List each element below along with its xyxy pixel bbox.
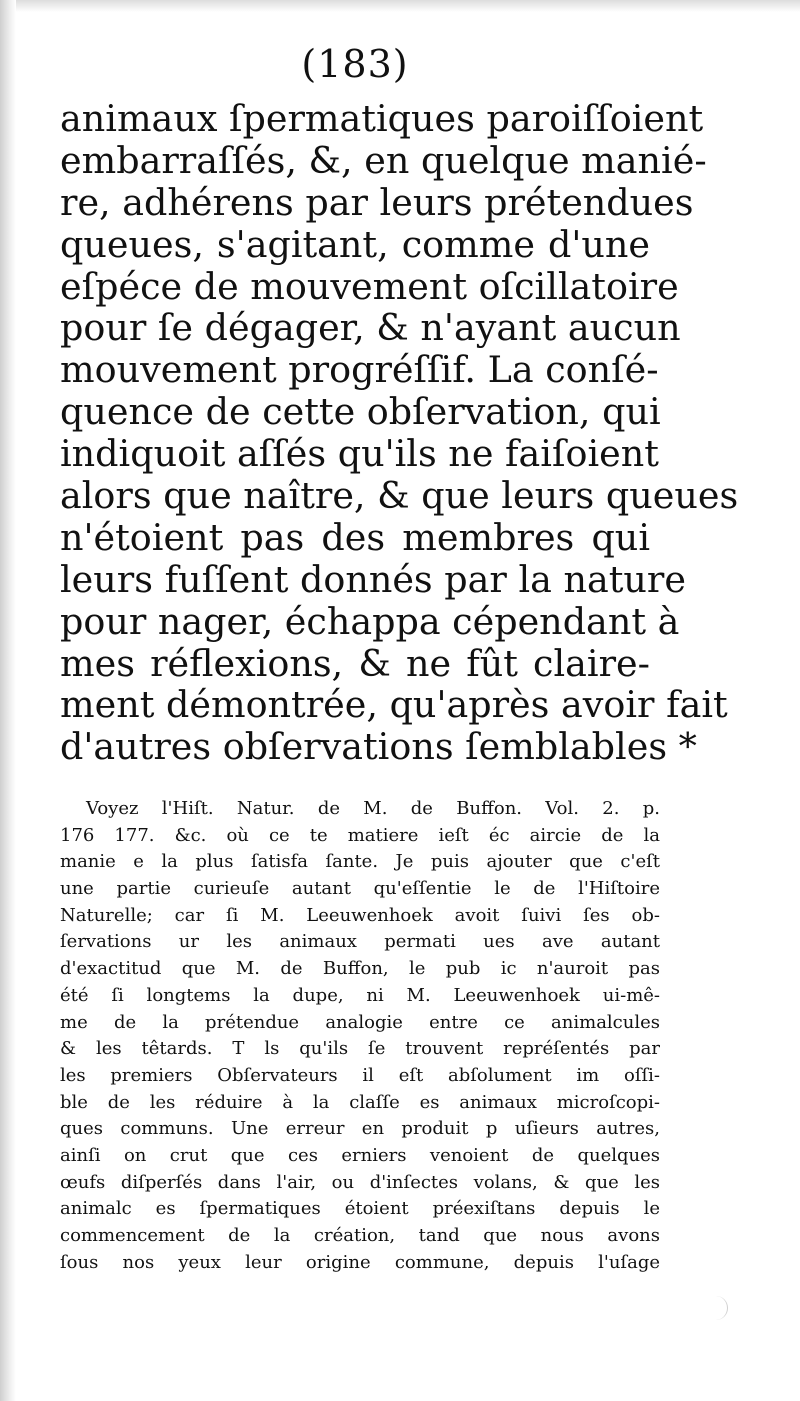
- text-line: ment démontrée, qu'après avoir fait: [60, 683, 728, 727]
- footnote-line: Voyez l'Hiſt. Natur. de M. de Buffon. Vol. 2. p.: [86, 798, 660, 819]
- footnote-line: animalc es ſpermatiques étoient préexiſtans depuis le: [60, 1198, 660, 1220]
- footnote-line: ſous nos yeux leur origine commune, depuis l'uſage: [60, 1251, 660, 1273]
- text-line: pour ſe dégager, & n'ayant aucun: [60, 306, 681, 350]
- text-line: re, adhérens par leurs prétendues: [60, 180, 694, 224]
- main-text-block: [60, 97, 739, 769]
- footnote-line: d'exactitud que M. de Buffon, le pub ic n'auroit pas: [60, 958, 660, 980]
- footnote-line: été ſi longtems la dupe, ni M. Leeuwenhoek ui-mê-: [60, 984, 660, 1006]
- footnote-line: une partie curieuſe autant qu'eſſentie le de l'Hiſtoire: [60, 878, 660, 900]
- footnote-line: ble de les réduire à la claſſe es animaux microſcopi-: [60, 1091, 660, 1113]
- footnote-line: ques communs. Une erreur en produit p uſieurs autres,: [60, 1118, 660, 1140]
- footnote-line: & les têtards. T ls qu'ils ſe trouvent repréſentés par: [60, 1038, 660, 1060]
- footnote-line: Naturelle; car ſi M. Leeuwenhoek avoit ſuivi ſes ob-: [60, 904, 660, 926]
- text-line: pour nager, échappa cépendant à: [60, 599, 680, 643]
- text-line: embarraſſés, &, en quelque manié-: [60, 138, 707, 182]
- footnote-line: 176 177. &c. où ce te matiere ieſt éc aircie de la: [60, 824, 660, 846]
- text-line: d'autres obſervations ſemblables *: [60, 725, 697, 769]
- footnote-line: ſervations ur les animaux permati ues ave autant: [60, 931, 660, 953]
- page-number: (183): [301, 42, 409, 86]
- text-line: alors que naître, & que leurs queues: [60, 474, 739, 518]
- footnote-line: manie e la plus ſatisfa ſante. Je puis ajouter que c'eſt: [60, 851, 660, 873]
- text-line: indiquoit aſſés qu'ils ne faiſoient: [60, 432, 659, 476]
- text-line: eſpéce de mouvement oſcillatoire: [60, 264, 679, 308]
- scan-left-edge: [0, 0, 16, 1401]
- footnote-line: ainſi on crut que ces erniers venoient de quelques: [60, 1144, 660, 1166]
- faint-margin-mark: [709, 1296, 728, 1320]
- text-line: queues, s'agitant, comme d'une: [60, 222, 650, 266]
- footnote-line: les premiers Obſervateurs il eſt abſolument im oſſi-: [60, 1064, 660, 1086]
- text-line: mes réflexions, & ne fût claire-: [60, 641, 650, 685]
- text-line: animaux ſpermatiques paroiſſoient: [60, 97, 704, 140]
- text-line: n'étoient pas des membres qui: [60, 515, 650, 559]
- footnote-line: commencement de la création, tand que nous avons: [60, 1225, 660, 1246]
- text-line: leurs fuſſent donnés par la nature: [60, 557, 686, 601]
- footnote-line: me de la prétendue analogie entre ce animalcules: [60, 1011, 660, 1033]
- text-line: quence de cette obſervation, qui: [60, 390, 661, 434]
- footnote-line: œufs diſperſés dans l'air, ou d'inſectes volans, & que les: [60, 1171, 660, 1193]
- text-line: mouvement progréſſif. La conſé-: [60, 348, 659, 392]
- book-page: [20, 0, 780, 1401]
- footnote-block: [60, 796, 660, 1276]
